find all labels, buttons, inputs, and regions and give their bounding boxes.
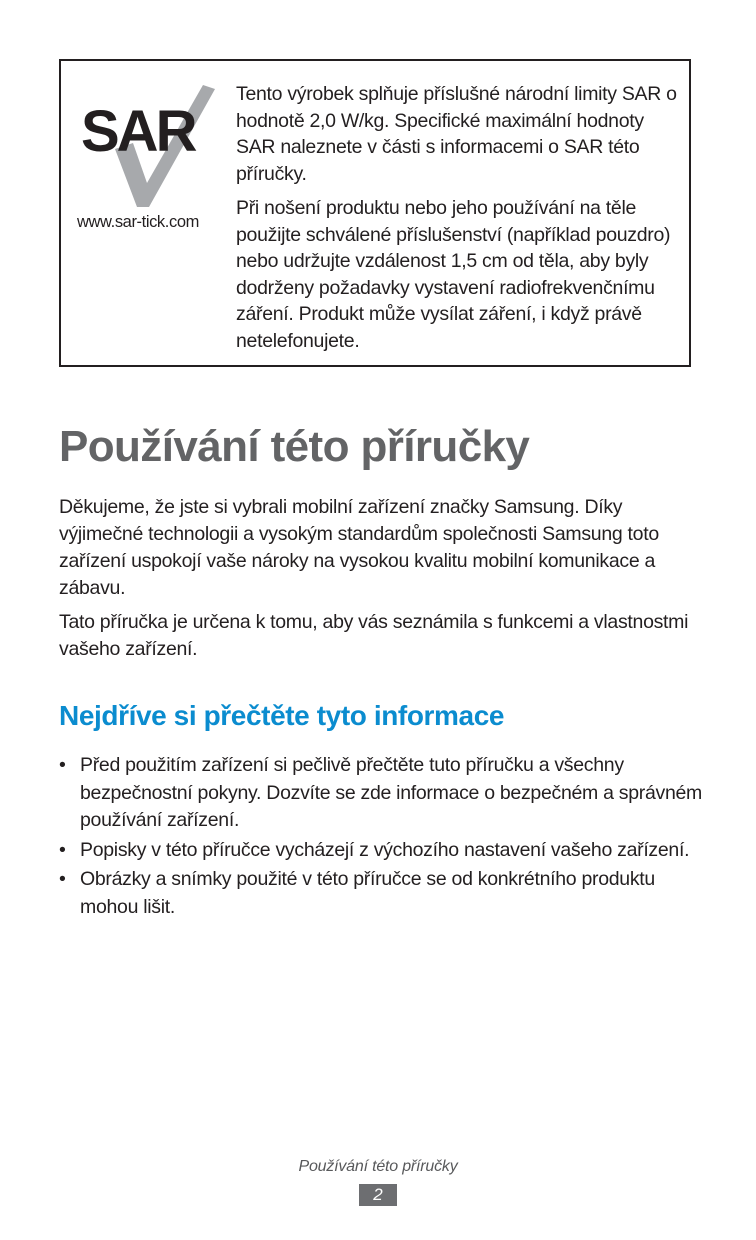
list-item-text: Obrázky a snímky použité v této příručce se od konkrétního produktu mohou lišit. [80, 868, 655, 918]
footer-section-label: Používání této příručky [298, 1158, 458, 1175]
sar-logo-text: SAR [81, 99, 195, 164]
intro-text [59, 494, 699, 670]
page-number: 2 [359, 1184, 397, 1206]
intro-paragraph: Děkujeme, že jste si vybrali mobilní zařízení značky Samsung. Díky výjimečné technologii a vysokým standardům společnosti Samsung toto zařízení uspokojí vaše nároky na vysokou kvalitu mobilní komunikace a zábavu. [59, 496, 659, 599]
list-item [59, 866, 709, 921]
list-item-text: Před použitím zařízení si pečlivě přečtěte tuto příručku a všechny bezpečnostní pokyny. Dozvíte se zde informace o bezpečném a správném používání zařízení. [80, 754, 702, 831]
bullet-icon: • [59, 838, 66, 861]
sar-notice-text [236, 81, 686, 362]
sar-notice-box [59, 59, 691, 367]
intro-paragraph: Tato příručka je určena k tomu, aby vás seznámila s funkcemi a vlastnostmi vašeho zařízení. [59, 611, 689, 660]
bullet-icon: • [59, 754, 66, 776]
sar-tick-url: www.sar-tick.com [77, 213, 199, 231]
list-item-text: Popisky v této příručce vycházejí z výchozího nastavení vašeho zařízení. [80, 838, 690, 861]
page-title: Používání této příručky [59, 422, 530, 471]
sar-paragraph: Při nošení produktu nebo jeho používání na těle použijte schválené příslušenství (například pouzdro) nebo udržujte vzdálenost 1,5 cm od těla, aby byly dodrženy požadavky vystavení radiofrekvenčnímu záření. Produkt může vysílat záření, i když právě netelefonujete. [236, 197, 671, 352]
sar-paragraph: Tento výrobek splňuje příslušné národní limity SAR o hodnotě 2,0 W/kg. Specifické maximální hodnoty SAR naleznete v části s informacemi o SAR této příručky. [236, 83, 677, 185]
section-heading: Nejdříve si přečtěte tyto informace [59, 700, 505, 731]
list-item [59, 752, 709, 835]
list-item [59, 837, 709, 865]
info-bullet-list [59, 752, 709, 923]
bullet-icon: • [59, 868, 66, 890]
sar-tick-logo [75, 79, 225, 215]
